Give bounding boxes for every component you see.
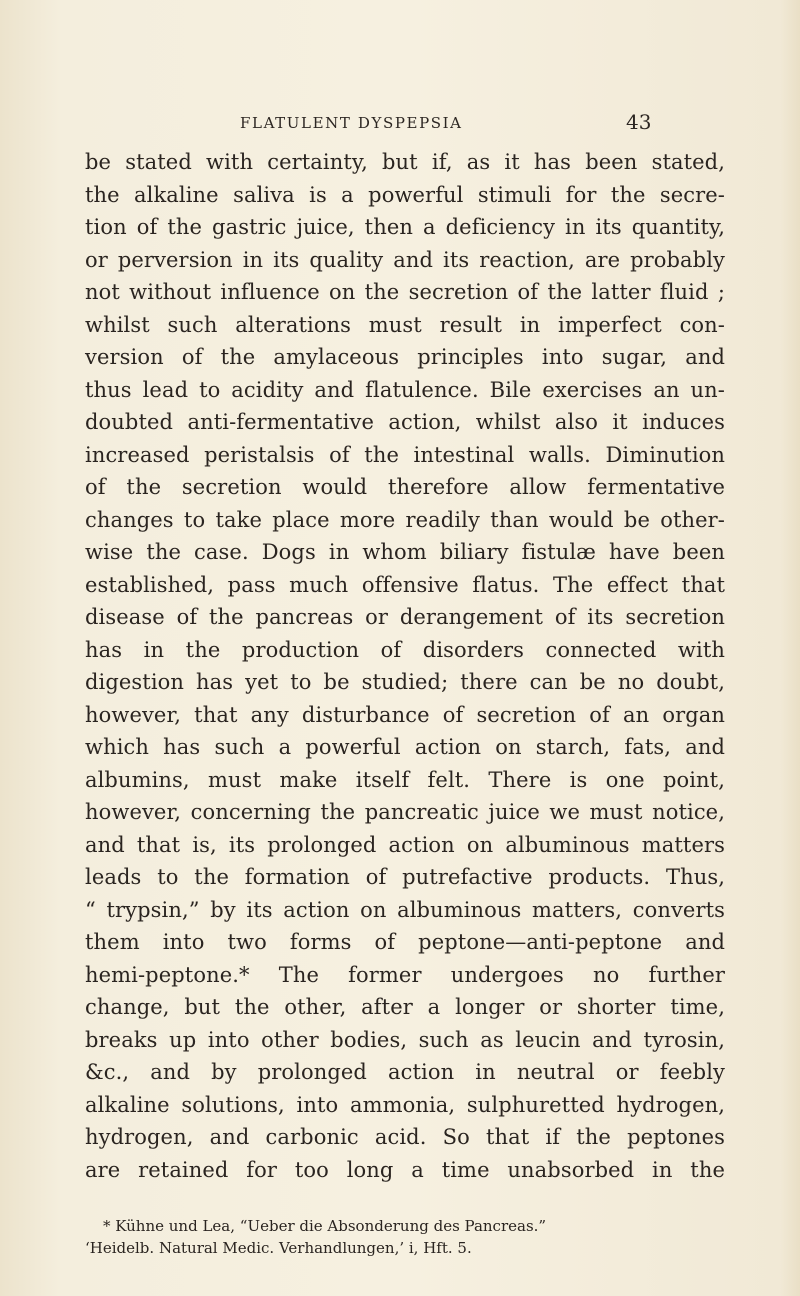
text-line: digestion has yet to be studied; there can be no doubt, [85, 670, 725, 694]
text-line: wise the case. Dogs in whom biliary fistulæ have been [85, 540, 725, 564]
text-line: them into two forms of peptone—anti-peptone and [85, 930, 725, 954]
text-line: be stated with certainty, but if, as it has been stated, [85, 150, 725, 174]
text-line: albumins, must make itself felt. There is one point, [85, 767, 725, 792]
text-line: not without influence on the secretion of the latter fluid ; [85, 280, 725, 304]
text-line: version of the amylaceous principles into sugar, and [85, 345, 725, 369]
text-line: doubted anti-fermentative action, whilst also it induces [85, 410, 725, 434]
text-line: of the secretion would therefore allow fermentative [85, 475, 725, 499]
text-line: however, concerning the pancreatic juice we must notice, [85, 800, 725, 824]
text-line: which has such a powerful action on starch, fats, and [85, 735, 725, 759]
text-line: tion of the gastric juice, then a deficiency in its quantity, [85, 215, 725, 239]
footnote-line: ‘Heidelb. Natural Medic. Verhandlungen,’ i, Hft. 5. [85, 1239, 472, 1257]
text-line: breaks up into other bodies, such as leucin and tyrosin, [85, 1027, 725, 1052]
text-line: hemi-peptone.* The former undergoes no further [85, 962, 725, 987]
text-line: has in the production of disorders connected with [85, 637, 725, 662]
text-line: disease of the pancreas or derangement of its secretion [85, 605, 725, 629]
running-title: FLATULENT DYSPEPSIA [240, 114, 463, 132]
text-line: alkaline solutions, into ammonia, sulphuretted hydrogen, [85, 1092, 725, 1117]
text-line: thus lead to acidity and flatulence. Bile exercises an un- [85, 377, 725, 402]
text-line: changes to take place more readily than would be other- [85, 507, 725, 532]
text-line: the alkaline saliva is a powerful stimuli for the secre- [85, 182, 725, 207]
text-line: &c., and by prolonged action in neutral or feebly [85, 1060, 725, 1084]
page-number: 43 [626, 110, 652, 134]
body-text [85, 146, 725, 1186]
text-line: “ trypsin,” by its action on albuminous matters, converts [85, 897, 725, 922]
text-line: established, pass much offensive flatus. The effect that [85, 572, 725, 597]
footnote [85, 1215, 725, 1259]
text-line: hydrogen, and carbonic acid. So that if the peptones [85, 1125, 725, 1149]
text-line: however, that any disturbance of secretion of an organ [85, 702, 725, 727]
page-header [0, 110, 800, 140]
text-line: whilst such alterations must result in imperfect con- [85, 312, 725, 337]
text-line: are retained for too long a time unabsorbed in the [85, 1157, 725, 1182]
text-line: or perversion in its quality and its reaction, are probably [85, 247, 725, 272]
text-line: change, but the other, after a longer or shorter time, [85, 995, 725, 1019]
text-line: and that is, its prolonged action on albuminous matters [85, 832, 725, 857]
text-line: increased peristalsis of the intestinal walls. Diminution [85, 442, 725, 467]
footnote-line: * Kühne und Lea, “Ueber die Absonderung des Pancreas.” [103, 1217, 547, 1235]
text-line: leads to the formation of putrefactive products. Thus, [85, 865, 725, 889]
